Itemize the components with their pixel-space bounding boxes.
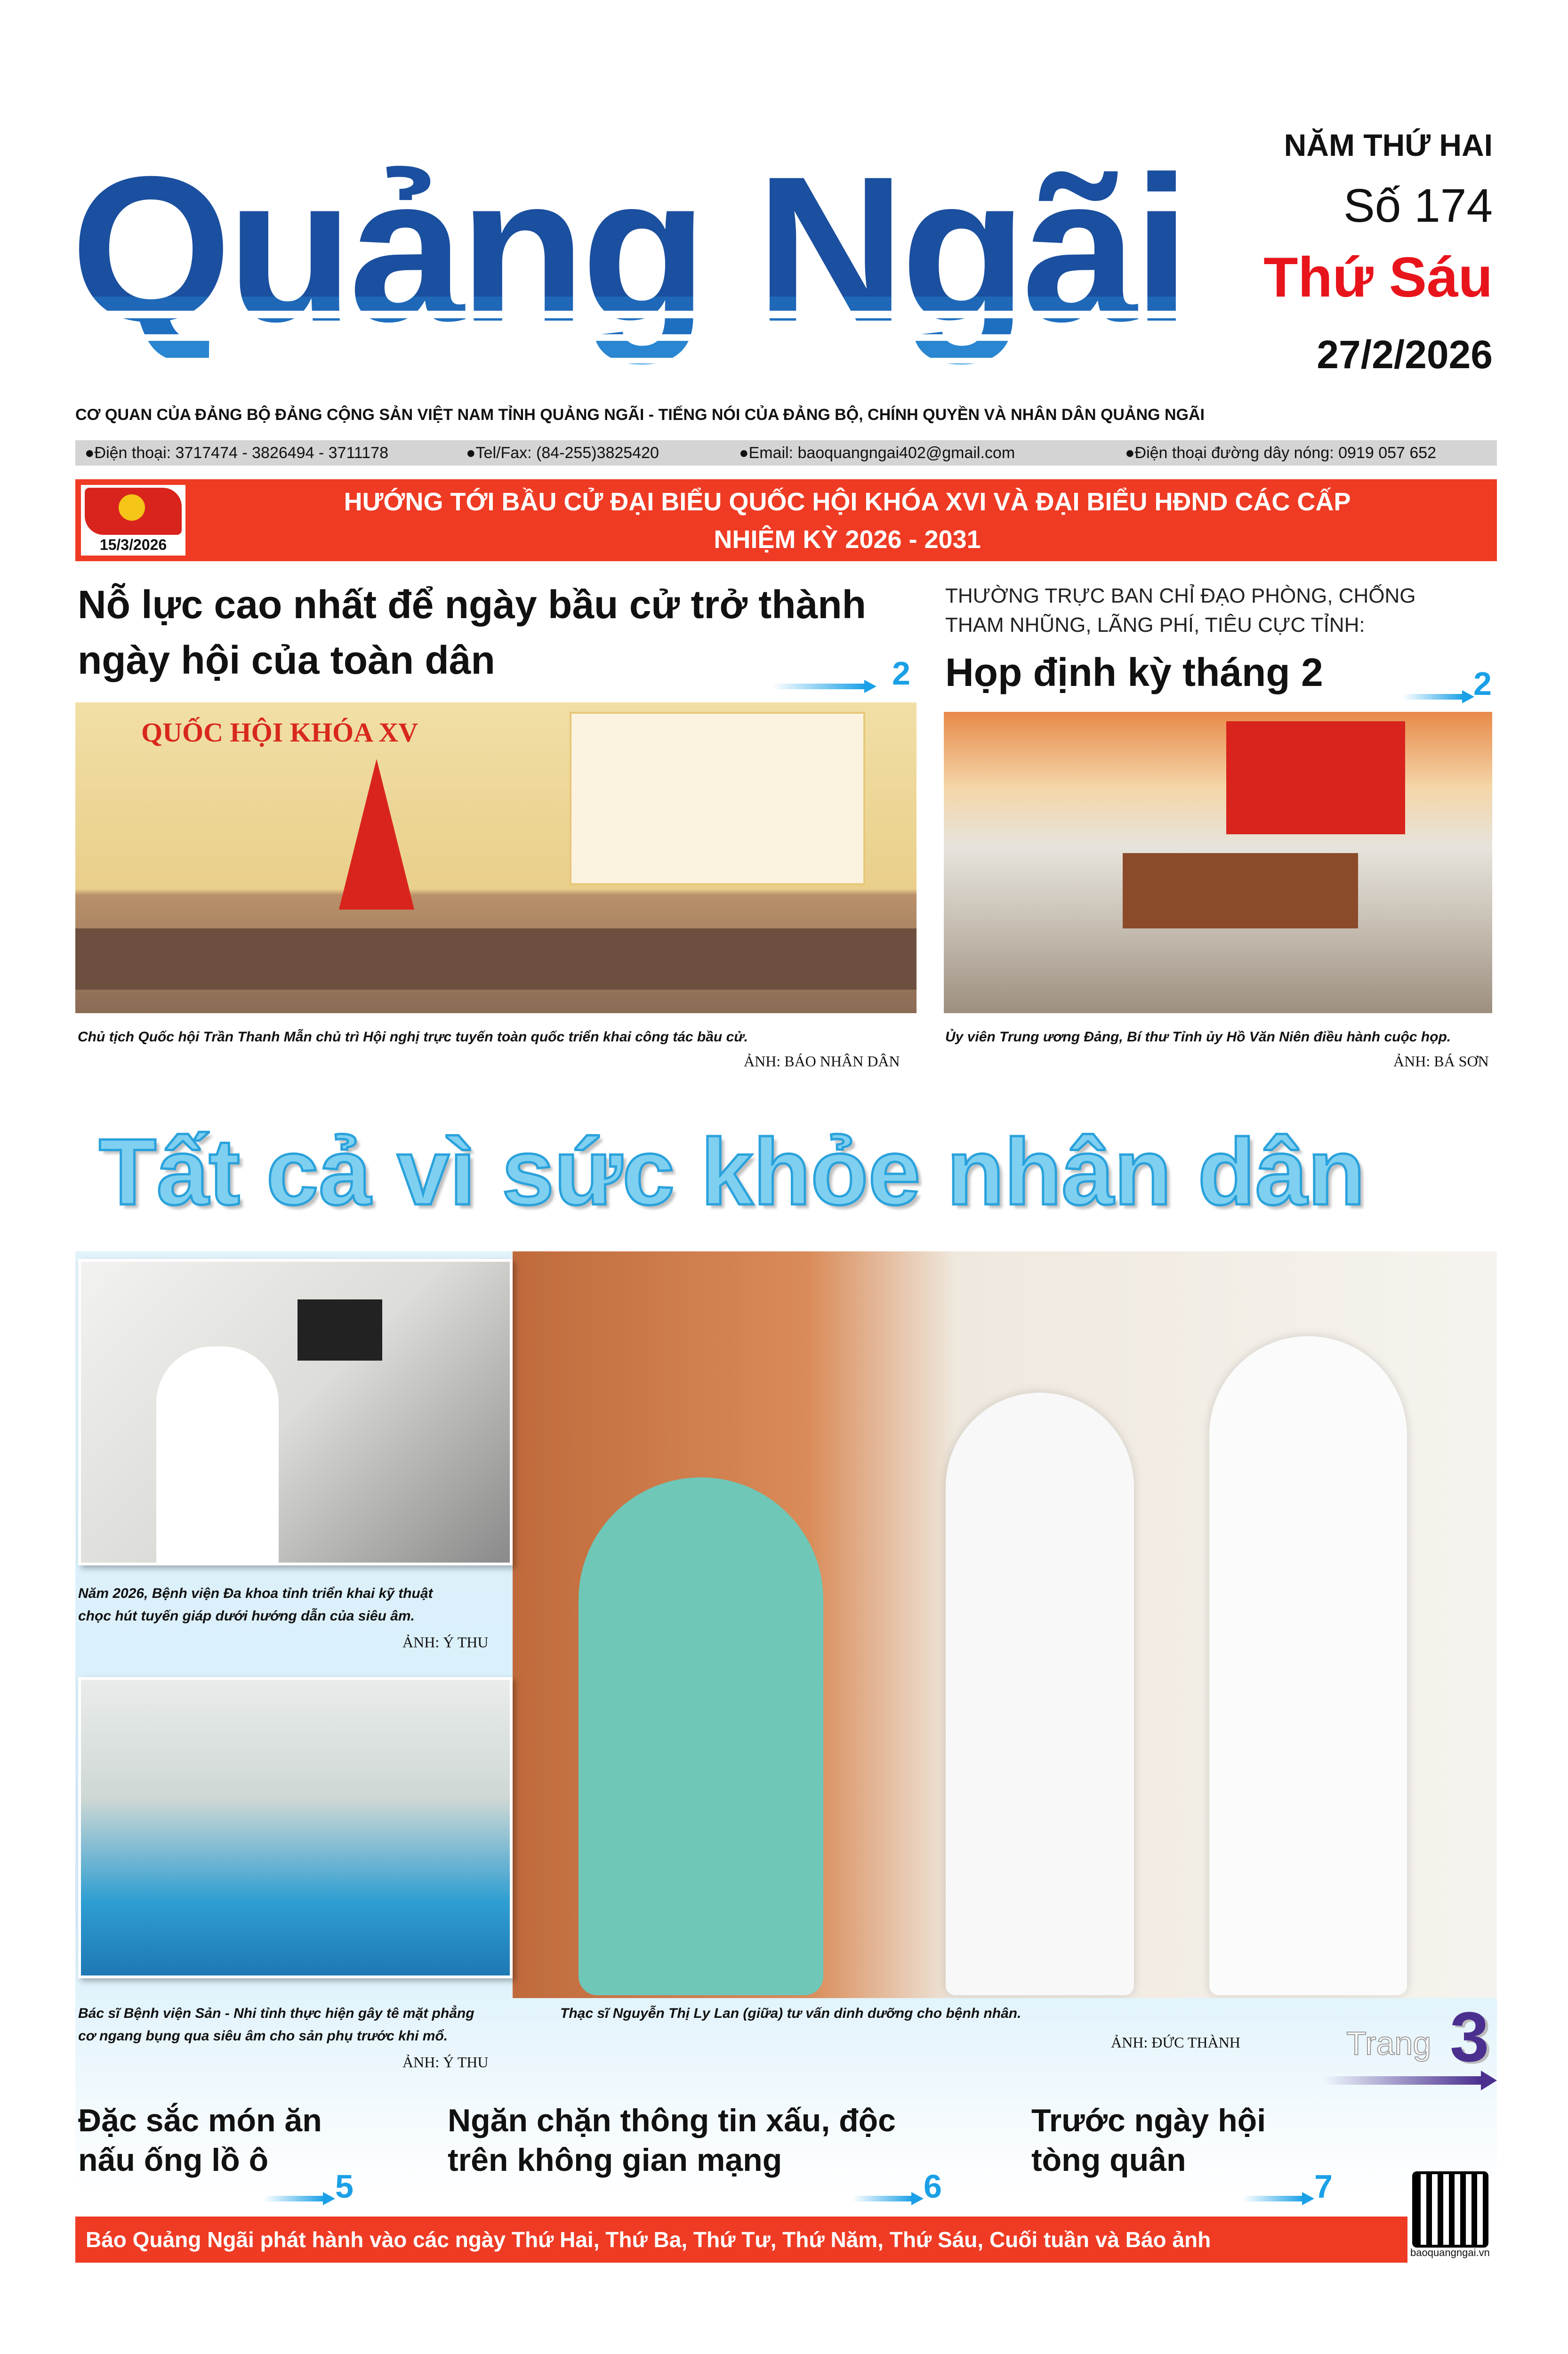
photo-screen <box>1226 721 1405 834</box>
headline-right[interactable]: Họp định kỳ tháng 2 <box>945 650 1323 694</box>
teaser-3-page[interactable]: 7 <box>1314 2168 1333 2205</box>
emblem-icon <box>119 494 145 521</box>
arrow-head-icon <box>323 2192 335 2205</box>
teaser-2-page[interactable]: 6 <box>924 2168 942 2205</box>
qr-label: baoquangngai.vn <box>1410 2247 1490 2258</box>
teaser-2-line-2[interactable]: trên không gian mạng <box>448 2142 782 2178</box>
arrow-head-icon <box>911 2192 924 2205</box>
footer-banner <box>75 2217 1407 2263</box>
credit-small-1: ẢNH: Ý THU <box>402 1634 489 1651</box>
photo-table <box>75 928 917 990</box>
arrow-head-icon <box>864 680 876 693</box>
badge-date: 15/3/2026 <box>99 536 167 553</box>
headline-left-1[interactable]: Nỗ lực cao nhất để ngày bầu cử trở thành <box>78 582 866 627</box>
photo-doctor-1 <box>946 1393 1134 1995</box>
credit-main: ẢNH: ĐỨC THÀNH <box>1111 2034 1240 2051</box>
arrow-icon <box>1403 694 1464 700</box>
credit-small-2: ẢNH: Ý THU <box>402 2054 489 2071</box>
kicker-right-2: THAM NHŨNG, LÃNG PHÍ, TIÊU CỰC TỈNH: <box>945 613 1365 637</box>
caption-left: Chủ tịch Quốc hội Trần Thanh Mẫn chủ trì Hội nghị trực tuyến toàn quốc triển khai công tác bầu cử. <box>78 1029 748 1045</box>
photo-patient <box>579 1477 823 1995</box>
photo-anti-corruption-meeting <box>944 712 1492 1013</box>
photo-monitor <box>298 1299 382 1361</box>
headline-left-2[interactable]: ngày hội của toàn dân <box>78 638 495 682</box>
contact-fax: ●Tel/Fax: (84-255)3825420 <box>466 444 659 462</box>
contact-hotline: ●Điện thoại đường dây nóng: 0919 057 652 <box>1125 444 1437 462</box>
photo-table <box>1123 853 1358 928</box>
photo-screen <box>570 712 865 885</box>
kicker-right-1: THƯỜNG TRỰC BAN CHỈ ĐẠO PHÒNG, CHỐNG <box>945 584 1416 607</box>
photo-doctor <box>156 1346 279 1563</box>
weekday: Thứ Sáu <box>1263 246 1493 309</box>
photo-backdrop-text: QUỐC HỘI KHÓA XV <box>141 717 418 748</box>
arrow-icon <box>264 2196 325 2201</box>
arrow-head-icon <box>1481 2071 1497 2090</box>
page-ref-label: Trang <box>1346 2025 1431 2062</box>
photo-anesthesia <box>78 1677 513 1978</box>
teaser-1-line-2[interactable]: nấu ống lồ ô <box>78 2142 269 2178</box>
photo-doctor-2 <box>1209 1336 1407 1995</box>
teaser-3-line-1[interactable]: Trước ngày hội <box>1031 2103 1266 2138</box>
caption-small-2b: cơ ngang bụng qua siêu âm cho sản phụ trước khi mổ. <box>78 2028 448 2044</box>
credit-left: ẢNH: BÁO NHÂN DÂN <box>744 1053 900 1070</box>
caption-small-1b: chọc hút tuyến giáp dưới hướng dẫn của siêu âm. <box>78 1608 415 1624</box>
footer-text: Báo Quảng Ngãi phát hành vào các ngày Thứ Hai, Thứ Ba, Thứ Tư, Thứ Năm, Thứ Sáu, Cuối tuần và Báo ảnh <box>86 2227 1211 2252</box>
banner-line-2: NHIỆM KỲ 2026 - 2031 <box>714 525 981 554</box>
credit-right: ẢNH: BÁ SƠN <box>1393 1053 1489 1070</box>
teaser-1-page[interactable]: 5 <box>335 2168 354 2205</box>
page-ref-right[interactable]: 2 <box>1473 665 1492 702</box>
qr-code-icon[interactable] <box>1412 2171 1488 2248</box>
photo-ultrasound <box>78 1259 513 1565</box>
photo-assembly-meeting <box>75 702 917 1013</box>
caption-main: Thạc sĩ Nguyễn Thị Ly Lan (giữa) tư vấn dinh dưỡng cho bệnh nhân. <box>560 2006 1021 2021</box>
feature-title[interactable]: Tất cả vì sức khỏe nhân dân <box>99 1120 1366 1225</box>
arrow-icon <box>1323 2076 1481 2085</box>
arrow-icon <box>1243 2196 1304 2201</box>
contact-email[interactable]: ●Email: baoquangngai402@gmail.com <box>739 444 1015 462</box>
masthead-logo: Quảng Ngãi <box>71 108 1219 391</box>
election-banner <box>75 479 1497 561</box>
photo-nutrition-consult <box>513 1251 1497 1998</box>
arrow-head-icon <box>1302 2192 1314 2205</box>
arrow-icon <box>852 2196 913 2201</box>
teaser-1-line-1[interactable]: Đặc sắc món ăn <box>78 2103 322 2138</box>
arrow-icon <box>772 684 866 689</box>
arrow-head-icon <box>1462 690 1474 703</box>
teaser-2-line-1[interactable]: Ngăn chặn thông tin xấu, độc <box>448 2103 896 2138</box>
caption-right: Ủy viên Trung ương Đảng, Bí thư Tỉnh ủy Hồ Văn Niên điều hành cuộc họp. <box>945 1029 1451 1045</box>
issue-date: 27/2/2026 <box>1317 332 1493 377</box>
caption-small-2a: Bác sĩ Bệnh viện Sản - Nhi tỉnh thực hiện gây tê mặt phẳng <box>78 2006 474 2021</box>
caption-small-1a: Năm 2026, Bệnh viện Đa khoa tỉnh triển khai kỹ thuật <box>78 1586 433 1601</box>
election-badge <box>81 485 185 556</box>
contact-phone: ●Điện thoại: 3717474 - 3826494 - 3711178 <box>85 444 389 462</box>
contact-bar <box>75 440 1497 466</box>
page-ref-left[interactable]: 2 <box>892 655 910 692</box>
banner-line-1: HƯỚNG TỚI BẦU CỬ ĐẠI BIỂU QUỐC HỘI KHÓA XVI VÀ ĐẠI BIỂU HĐND CÁC CẤP <box>344 488 1351 516</box>
year-label: NĂM THỨ HAI <box>1284 128 1493 162</box>
issue-number: Số 174 <box>1343 179 1493 232</box>
tagline: CƠ QUAN CỦA ĐẢNG BỘ ĐẢNG CỘNG SẢN VIỆT NAM TỈNH QUẢNG NGÃI - TIẾNG NÓI CỦA ĐẢNG BỘ, CHÍNH QUYỀN VÀ NHÂN DÂN QUẢNG NGÃI <box>75 406 1205 424</box>
page-ref-feature[interactable]: 3 <box>1450 1997 1489 2076</box>
teaser-3-line-2[interactable]: tòng quân <box>1031 2142 1186 2178</box>
photo-flag <box>339 759 414 910</box>
